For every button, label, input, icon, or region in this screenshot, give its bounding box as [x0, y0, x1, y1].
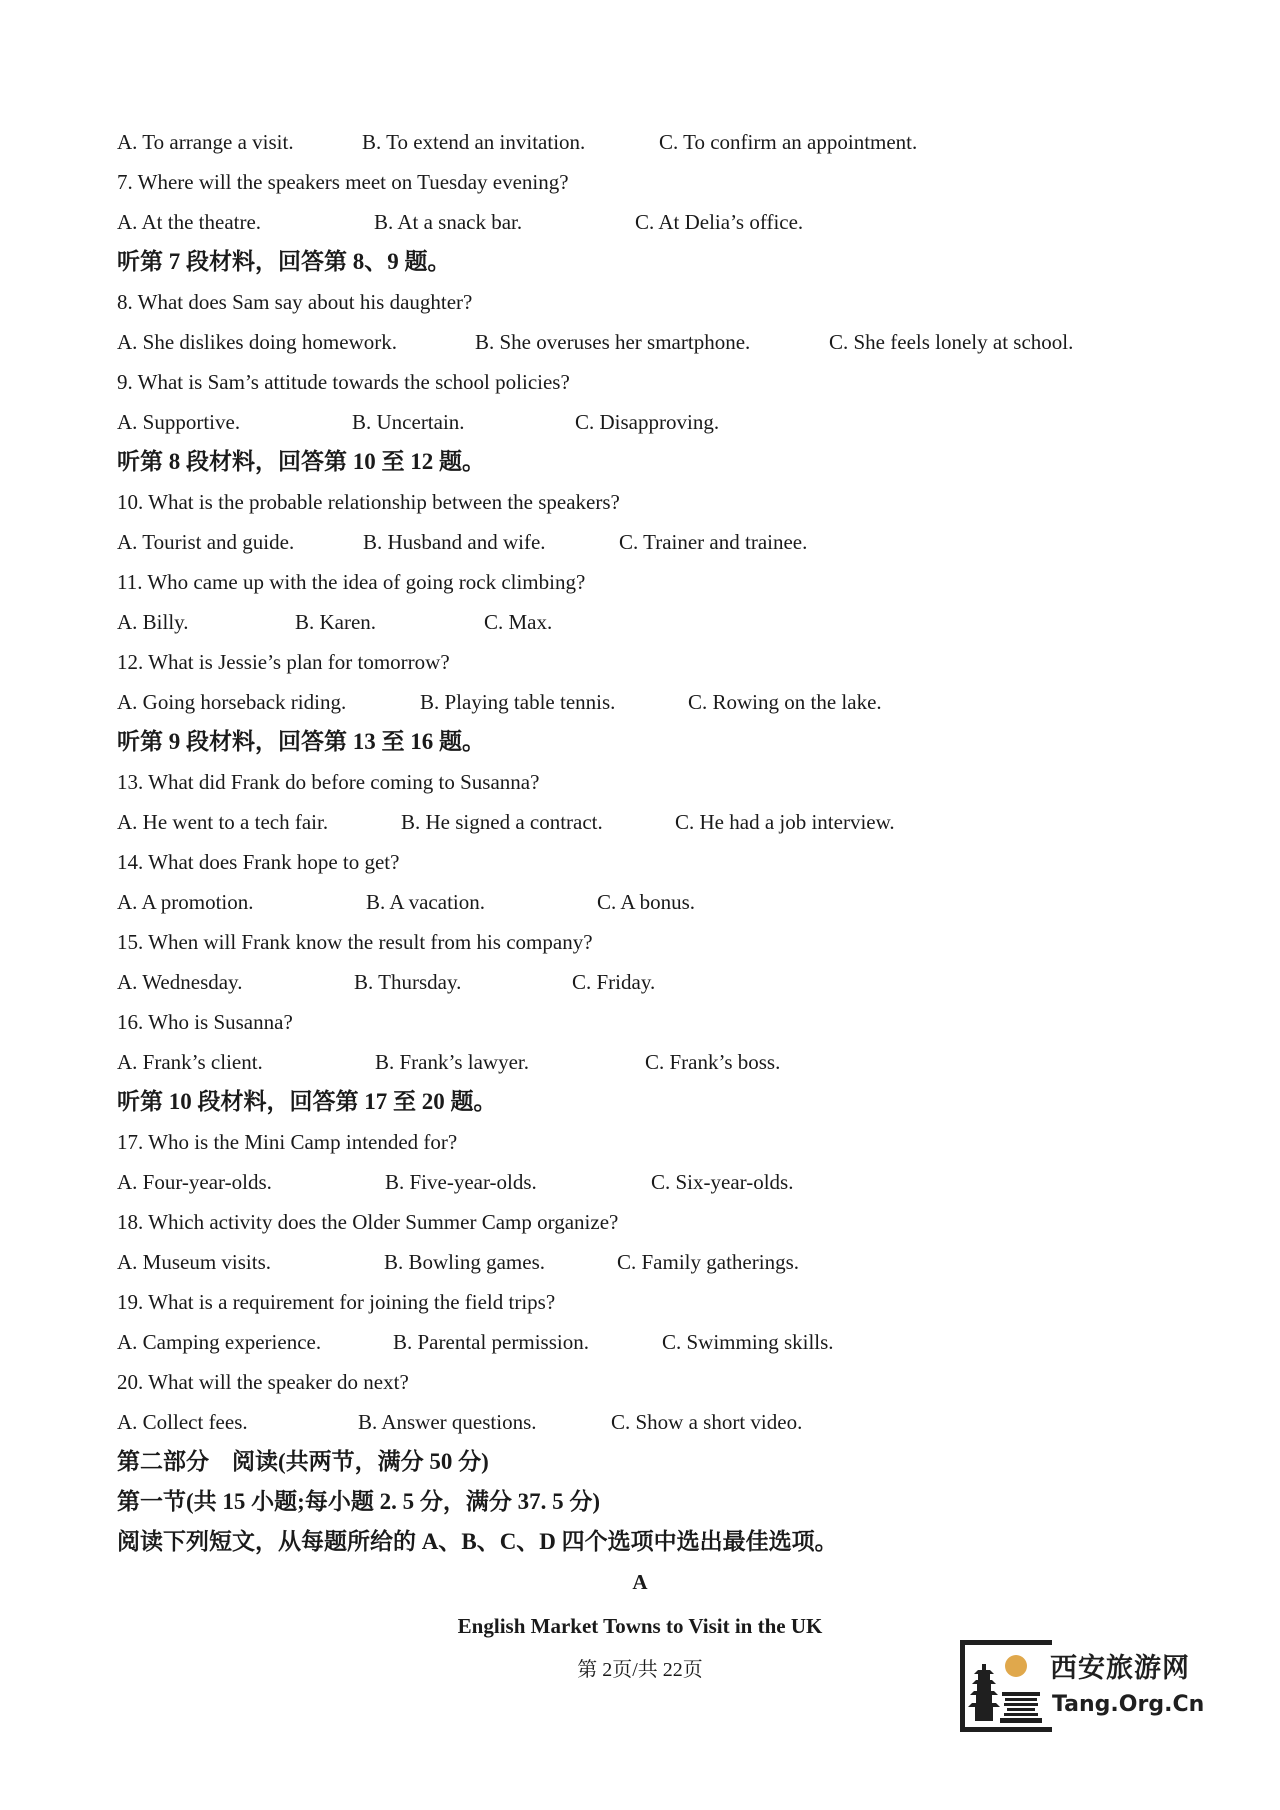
- q20-option-a: A. Collect fees.: [117, 1410, 248, 1434]
- q6-option-c: C. To confirm an appointment.: [659, 130, 918, 154]
- q7-option-b: B. At a snack bar.: [374, 210, 523, 234]
- q16-stem: 16. Who is Susanna?: [117, 1010, 293, 1034]
- q13-option-a: A. He went to a tech fair.: [117, 810, 329, 834]
- q9-option-b: B. Uncertain.: [352, 410, 465, 434]
- q18-option-a: A. Museum visits.: [117, 1250, 272, 1274]
- q14-option-a: A. A promotion.: [117, 890, 254, 914]
- q7-option-c: C. At Delia’s office.: [635, 210, 804, 234]
- q7-stem: 7. Where will the speakers meet on Tuesday evening?: [117, 170, 569, 194]
- logo-domain: Tang.Org.Cn: [1052, 1692, 1205, 1717]
- q17-option-a: A. Four-year-olds.: [117, 1170, 272, 1194]
- part2-section1-heading: 第一节(共 15 小题;每小题 2. 5 分，满分 37. 5 分): [117, 1489, 600, 1514]
- q13-option-b: B. He signed a contract.: [401, 810, 603, 834]
- q15-stem: 15. When will Frank know the result from his company?: [117, 930, 593, 954]
- q14-option-c: C. A bonus.: [597, 890, 696, 914]
- q19-option-b: B. Parental permission.: [393, 1330, 589, 1354]
- q17-option-c: C. Six-year-olds.: [651, 1170, 794, 1194]
- q14-stem: 14. What does Frank hope to get?: [117, 850, 400, 874]
- q11-option-a: A. Billy.: [117, 610, 189, 634]
- section-heading-10: 听第 10 段材料，回答第 17 至 20 题。: [117, 1089, 497, 1114]
- q11-stem: 11. Who came up with the idea of going rock climbing?: [117, 570, 586, 594]
- q6-option-a: A. To arrange a visit.: [117, 130, 294, 154]
- q13-option-c: C. He had a job interview.: [675, 810, 895, 834]
- q18-option-b: B. Bowling games.: [384, 1250, 545, 1274]
- q13-stem: 13. What did Frank do before coming to Susanna?: [117, 770, 540, 794]
- passage-title: English Market Towns to Visit in the UK: [457, 1614, 823, 1638]
- q9-stem: 9. What is Sam’s attitude towards the school policies?: [117, 370, 570, 394]
- logo-name: 西安旅游网: [1050, 1653, 1190, 1684]
- q9-option-c: C. Disapproving.: [575, 410, 720, 434]
- q20-stem: 20. What will the speaker do next?: [117, 1370, 409, 1394]
- q15-option-b: B. Thursday.: [354, 970, 462, 994]
- section-heading-9: 听第 9 段材料，回答第 13 至 16 题。: [117, 729, 485, 754]
- q7-option-a: A. At the theatre.: [117, 210, 262, 234]
- q11-option-b: B. Karen.: [295, 610, 377, 634]
- section-heading-7: 听第 7 段材料，回答第 8、9 题。: [117, 249, 451, 274]
- sun-mark: [1005, 1655, 1027, 1677]
- q8-stem: 8. What does Sam say about his daughter?: [117, 290, 473, 314]
- q20-option-c: C. Show a short video.: [611, 1410, 803, 1434]
- q10-option-a: A. Tourist and guide.: [117, 530, 295, 554]
- q17-stem: 17. Who is the Mini Camp intended for?: [117, 1130, 458, 1154]
- section-heading-8: 听第 8 段材料，回答第 10 至 12 题。: [117, 449, 485, 474]
- q19-option-a: A. Camping experience.: [117, 1330, 322, 1354]
- q10-option-b: B. Husband and wife.: [363, 530, 546, 554]
- pagoda-mark: [968, 1664, 1042, 1723]
- site-logo: [960, 1640, 1210, 1736]
- q8-option-b: B. She overuses her smartphone.: [475, 330, 751, 354]
- q10-option-c: C. Trainer and trainee.: [619, 530, 808, 554]
- q18-stem: 18. Which activity does the Older Summer Camp organize?: [117, 1210, 619, 1234]
- q20-option-b: B. Answer questions.: [358, 1410, 537, 1434]
- q15-option-a: A. Wednesday.: [117, 970, 243, 994]
- q8-option-c: C. She feels lonely at school.: [829, 330, 1074, 354]
- q16-option-b: B. Frank’s lawyer.: [375, 1050, 529, 1074]
- reading-instruction: 阅读下列短文，从每题所给的 A、B、C、D 四个选项中选出最佳选项。: [117, 1529, 838, 1554]
- q19-option-c: C. Swimming skills.: [662, 1330, 834, 1354]
- pagoda-icon: [960, 1640, 1052, 1732]
- q14-option-b: B. A vacation.: [366, 890, 485, 914]
- q10-stem: 10. What is the probable relationship between the speakers?: [117, 490, 620, 514]
- part2-heading: 第二部分 阅读(共两节，满分 50 分): [117, 1449, 489, 1474]
- passage-letter: A: [632, 1570, 648, 1594]
- q18-option-c: C. Family gatherings.: [617, 1250, 799, 1274]
- q12-option-c: C. Rowing on the lake.: [688, 690, 882, 714]
- q19-stem: 19. What is a requirement for joining the field trips?: [117, 1290, 556, 1314]
- q16-option-c: C. Frank’s boss.: [645, 1050, 781, 1074]
- q8-option-a: A. She dislikes doing homework.: [117, 330, 397, 354]
- q12-option-b: B. Playing table tennis.: [420, 690, 616, 714]
- q12-option-a: A. Going horseback riding.: [117, 690, 347, 714]
- q15-option-c: C. Friday.: [572, 970, 656, 994]
- q17-option-b: B. Five-year-olds.: [385, 1170, 537, 1194]
- q11-option-c: C. Max.: [484, 610, 553, 634]
- q9-option-a: A. Supportive.: [117, 410, 241, 434]
- q12-stem: 12. What is Jessie’s plan for tomorrow?: [117, 650, 450, 674]
- q6-option-b: B. To extend an invitation.: [362, 130, 586, 154]
- q16-option-a: A. Frank’s client.: [117, 1050, 263, 1074]
- page-number: 第 2页/共 22页: [577, 1659, 703, 1681]
